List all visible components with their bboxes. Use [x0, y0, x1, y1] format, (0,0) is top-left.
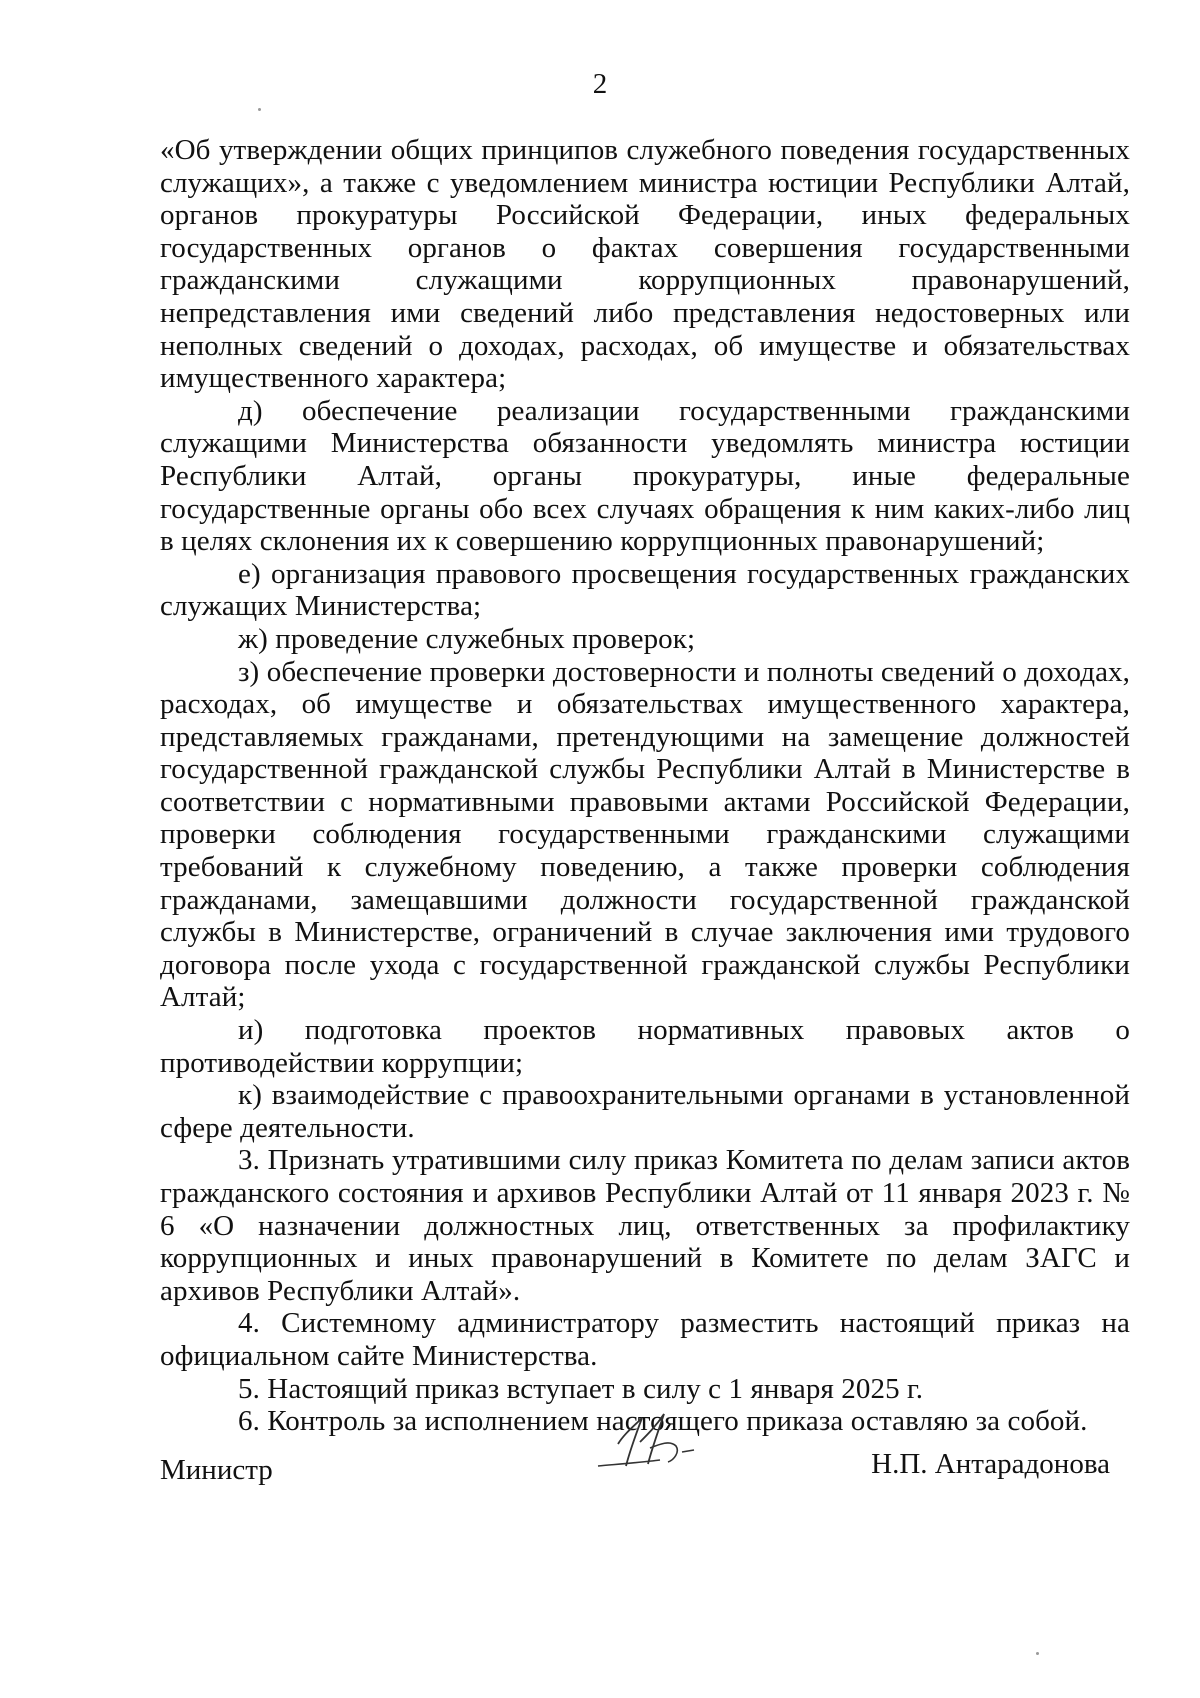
handwritten-signature — [590, 1404, 730, 1484]
paragraph-item-i: и) подготовка проектов нормативных правовых актов о противодействии коррупции; — [160, 1014, 1130, 1079]
signature-block — [160, 1440, 1130, 1500]
scan-speck — [1036, 1652, 1039, 1655]
document-body — [160, 134, 1130, 1438]
paragraph-item-e: е) организация правового просвещения государственных гражданских служащих Министерства; — [160, 557, 1130, 623]
paragraph-continuation: «Об утверждении общих принципов служебного поведения государственных служащих», а также с уведомлением министра юстиции Республики Алтай, органов прокуратуры Российской Федерации, иных федеральных государственных органов о фактах совершения государственными гражданскими служащими коррупционных правонарушений, непредставления ими сведений либо представления недостоверных или неполных сведений о доходах, расходах, об имуществе и обязательствах имущественного характера; — [160, 134, 1130, 395]
paragraph-6: 6. Контроль за исполнением настоящего приказа оставляю за собой. — [238, 1405, 1088, 1438]
signatory-title: Министр — [160, 1454, 273, 1486]
paragraph-item-z: з) обеспечение проверки достоверности и полноты сведений о доходах, расходах, об имуществе и обязательствах имущественного характера, представляемых гражданами, претендующими на замещение должностей государственной гражданской службы Республики Алтай в Министерстве в соответствии с нормативными правовыми актами Российской Федерации, проверки соблюдения государственными гражданскими служащими требований к служебному поведению, а также проверки соблюдения гражданами, замещавшими должности государственной гражданской службы в Министерстве, ограничений в случае заключения ими трудового договора после ухода с государственной гражданской службы Республики Алтай; — [160, 655, 1130, 1014]
paragraph-4: 4. Системному администратору разместить настоящий приказ на официальном сайте Министерства. — [160, 1307, 1130, 1372]
paragraph-item-d: д) обеспечение реализации государственными гражданскими служащими Министерства обязанности уведомлять министра юстиции Республики Алтай, органы прокуратуры, иные федеральные государственные органы обо всех случаях обращения к ним каких-либо лиц в целях склонения их к совершению коррупционных правонарушений; — [160, 394, 1130, 558]
scan-speck — [258, 108, 261, 111]
page-number: 2 — [592, 68, 608, 100]
paragraph-3: 3. Признать утратившими силу приказ Комитета по делам записи актов гражданского состояния и архивов Республики Алтай от 11 января 2023 г. № 6 «О назначении должностных лиц, ответственных за профилактику коррупционных и иных правонарушений в Комитете по делам ЗАГС и архивов Республики Алтай». — [160, 1144, 1130, 1307]
signatory-name: Н.П. Антарадонова — [871, 1448, 1110, 1480]
paragraph-item-zh: ж) проведение служебных проверок; — [238, 622, 696, 655]
paragraph-item-k: к) взаимодействие с правоохранительными органами в установленной сфере деятельности. — [160, 1079, 1130, 1144]
paragraph-5: 5. Настоящий приказ вступает в силу с 1 января 2025 г. — [238, 1372, 924, 1405]
